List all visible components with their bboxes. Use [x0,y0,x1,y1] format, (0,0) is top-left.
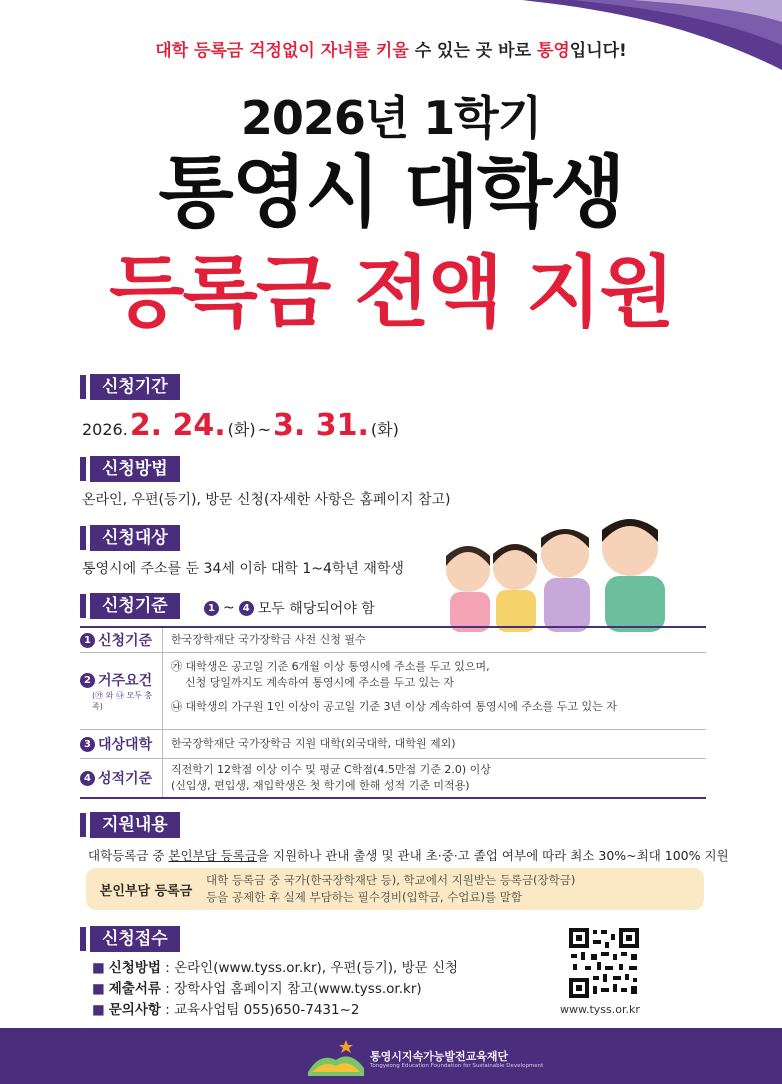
section-criteria: 신청기준 [80,593,180,619]
apply-list [92,958,458,1021]
title-sub: 등록금 전액 지원 [109,248,673,338]
method-text: 온라인, 우편(등기), 방문 신청(자세한 사항은 홈페이지 참고) [82,492,451,508]
section-period: 신청기간 [80,374,180,400]
title-main: 통영시 대학생 [158,148,624,238]
target-text: 통영시에 주소를 둔 34세 이하 대학 1~4학년 재학생 [82,561,404,577]
foundation-logo-icon [306,1038,366,1078]
section-target: 신청대상 [80,525,180,551]
criteria-row: 2 거주요건 (㉮ 와 ㉯ 모두 충족) ㉮ 대학생은 공고일 기준 6개월 이상 통영시에 주소를 두고 있으며, 신청 당일까지도 계속하여 통영시에 주소를 두고 있는 자 ㉯ 대학생의 가구원 1인 이상이 공고일 기준 3년 이상 계속하여 통영시에 주소를 두고 있는 자 [80,653,706,730]
period-dates: 2026. 2. 24. (화) ~ 3. 31. (화) [82,408,399,443]
tagline: 대학 등록금 걱정없이 자녀를 키울 수 있는 곳 바로 통영입니다! [155,41,627,61]
org-name: 통영시지속가능발전교육재단 [370,1050,509,1063]
list-item: ■ 문의사항 : 교육사업팀 055)650-7431~2 [92,1002,360,1018]
org-subtitle: Tongyeong Education Foundation for Sustainable Development [370,1063,544,1069]
criteria-table [80,626,706,799]
support-text: 대학등록금 중 본인부담 등록금을 지원하나 관내 출생 및 관내 초·중·고 졸업 여부에 따라 최소 30%~최대 100% 지원 [88,848,729,863]
website-url[interactable]: www.tyss.or.kr [560,1003,640,1016]
list-item: ■ 제출서류 : 장학사업 홈페이지 참고(www.tyss.or.kr) [92,981,422,997]
section-support: 지원내용 [80,812,180,838]
tagline-highlight: 대학 등록금 걱정없이 자녀를 키울 [155,41,409,61]
criteria-row: 1 신청기준 한국장학재단 국가장학금 사전 신청 필수 [80,628,706,653]
section-method: 신청방법 [80,456,180,482]
criteria-row: 4 성적기준 직전학기 12학점 이상 이수 및 평균 C학점(4.5만점 기준 2.0) 이상 (신입생, 편입생, 재입학생은 첫 학기에 한해 성적 기준 미적용) [80,759,706,797]
title-year: 2026년 1학기 [240,91,542,145]
qr-code-icon[interactable] [567,926,641,1000]
section-apply: 신청접수 [80,926,180,952]
support-box: 본인부담 등록금 대학 등록금 중 국가(한국장학재단 등), 학교에서 지원받는 등록금(장학금) 등을 공제한 후 실제 부담하는 필수경비(입학금, 수업료)를 말함 [86,868,704,910]
footer [0,1028,782,1084]
list-item: ■ 신청방법 : 온라인(www.tyss.or.kr), 우편(등기), 방문 신청 [92,960,459,976]
criteria-row: 3 대상대학 한국장학재단 국가장학금 지원 대학(외국대학, 대학원 제외) [80,730,706,759]
criteria-note: 1 ~ 4 모두 해당되어야 함 [204,598,375,618]
